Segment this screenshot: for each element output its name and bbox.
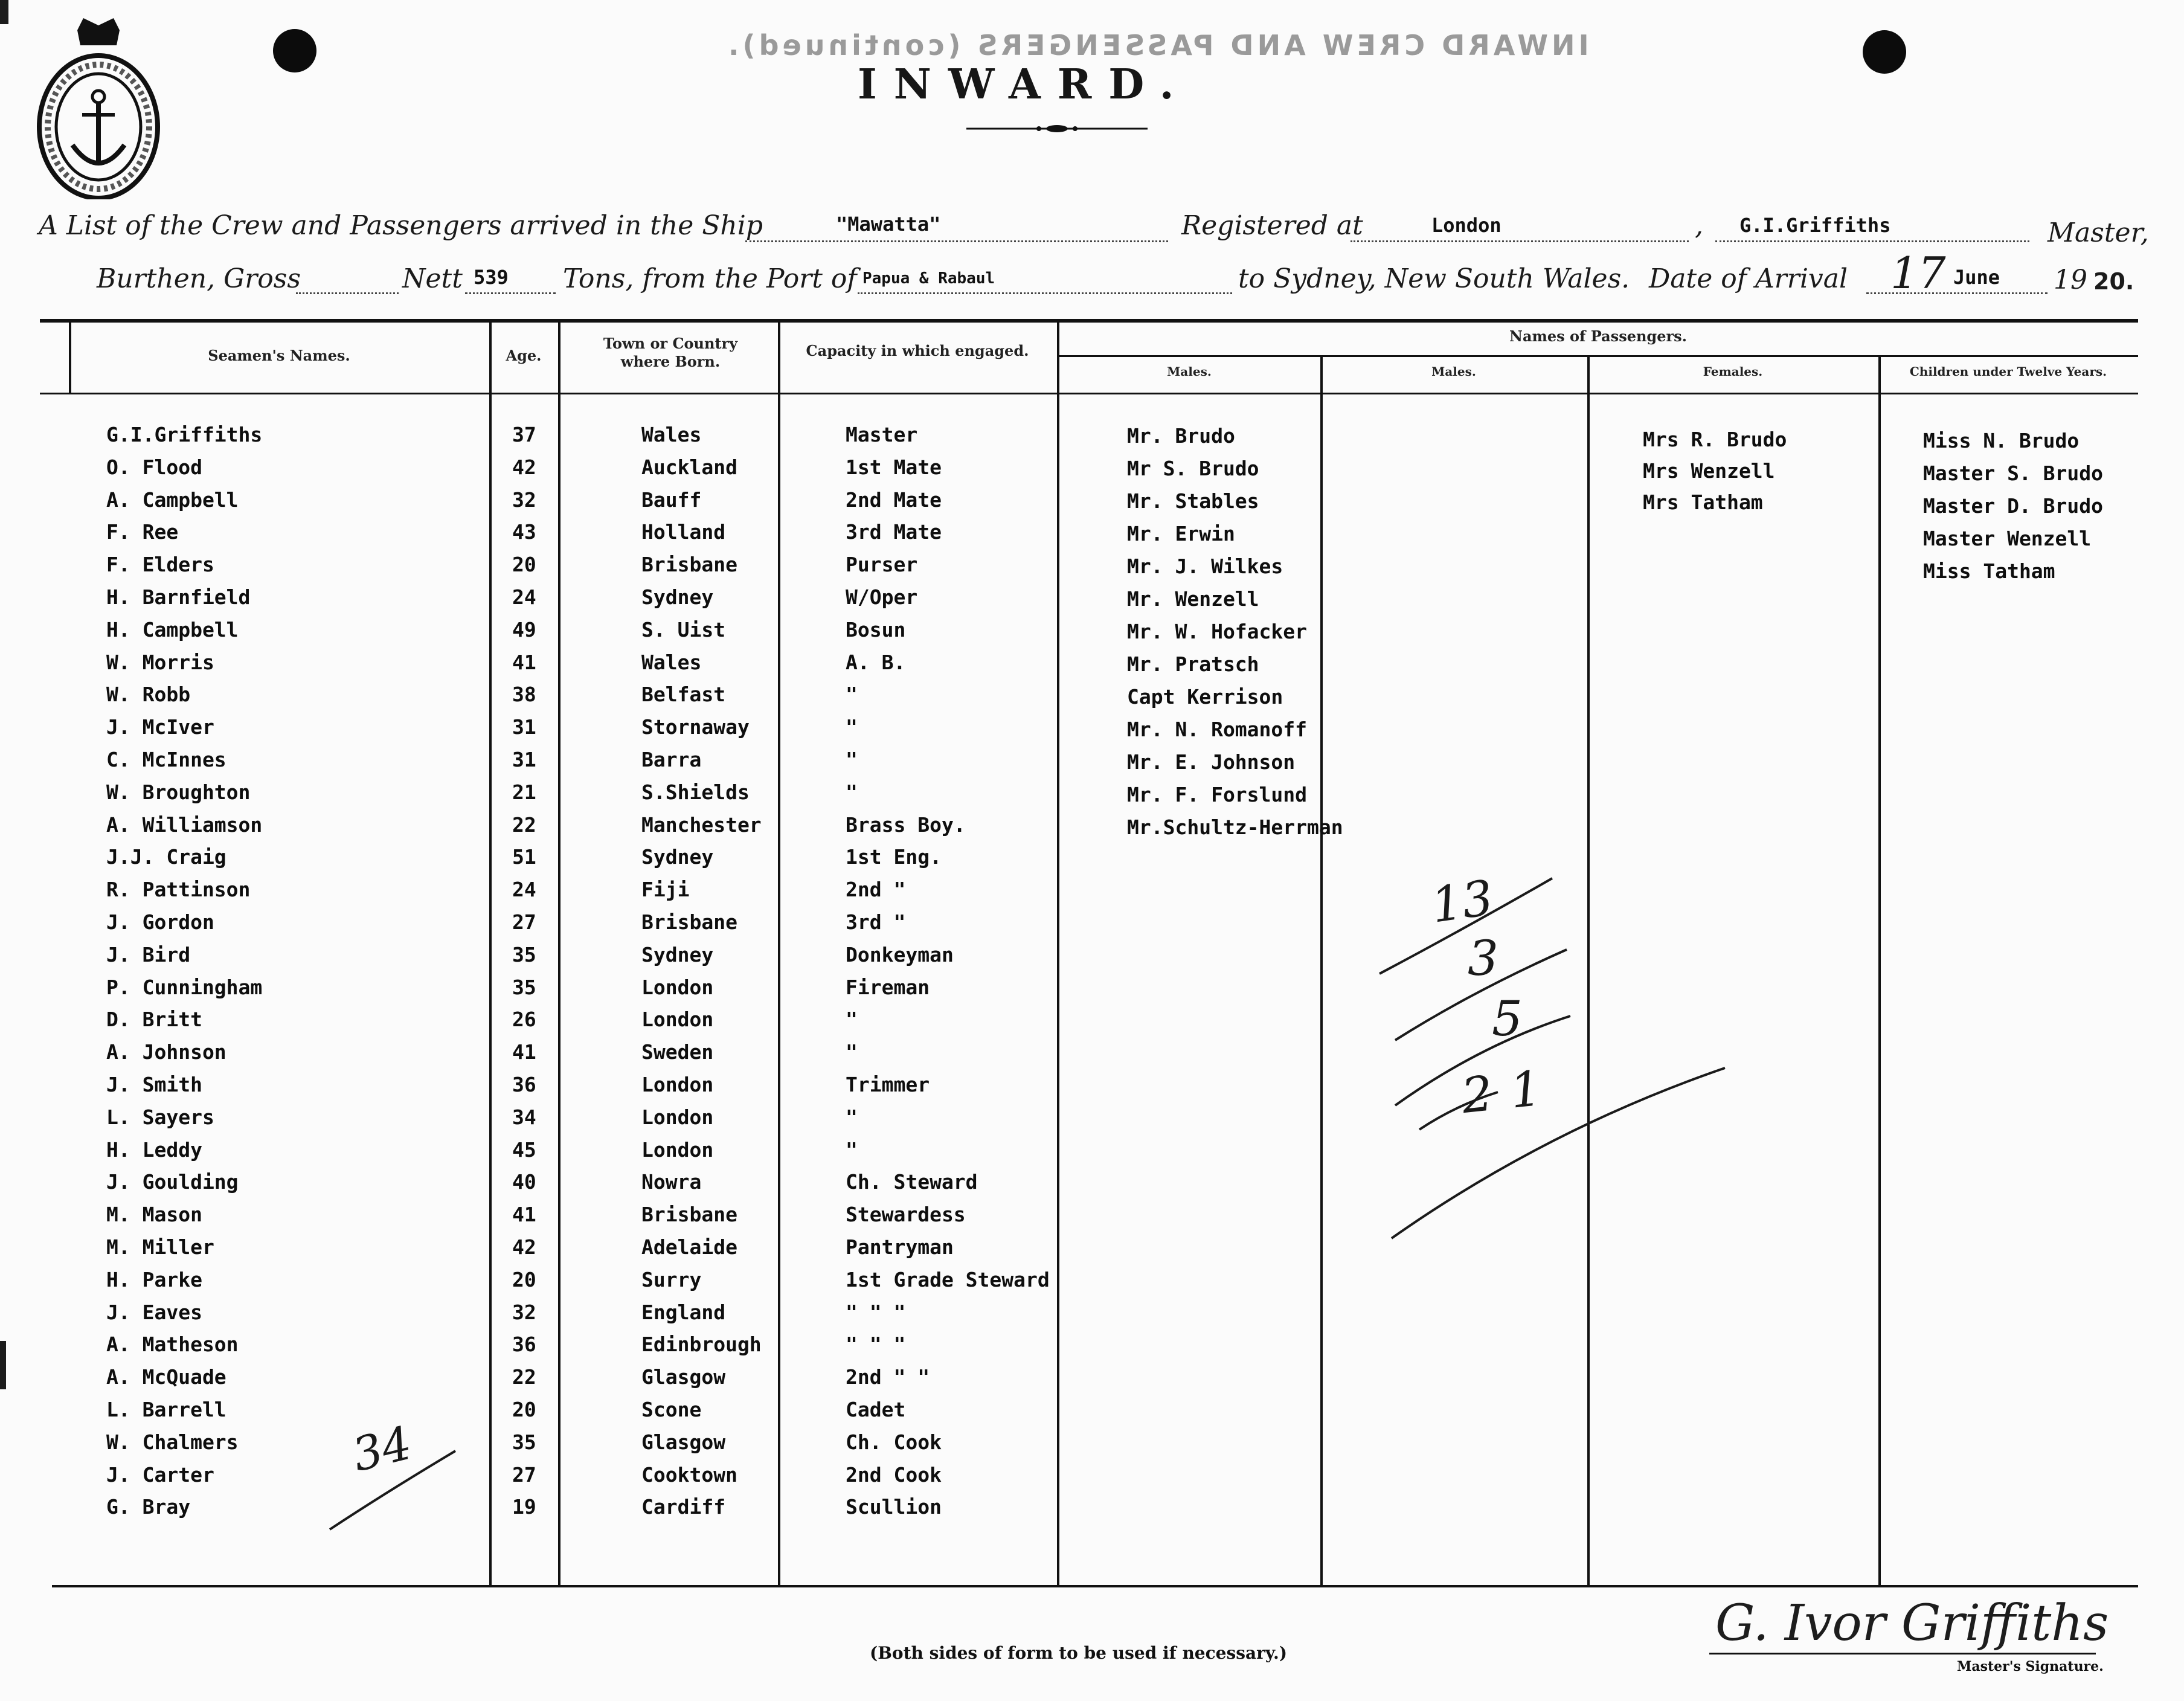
crew-age: 41 [512,1203,536,1226]
burthen-gross-label: Burthen, Gross [97,263,301,294]
crew-birthplace: Auckland [641,455,737,479]
crew-capacity: Bosun [846,618,906,641]
crew-count: 34 [347,1415,417,1482]
page-title: INWARD. [858,60,1191,109]
col-header-children: Children under Twelve Years. [1909,364,2107,379]
crew-age: 22 [512,813,536,837]
crew-name: G. Bray [106,1495,191,1519]
passenger-child: Master D. Brudo [1923,494,2104,518]
crew-capacity: Pantryman [846,1235,954,1259]
crew-name: O. Flood [106,455,202,479]
col-divider [1057,321,1059,1586]
crew-name: J.J. Craig [106,845,226,869]
crew-birthplace: Sydney [641,585,714,609]
punch-hole-right [1863,30,1906,74]
crew-capacity: Ch. Cook [846,1430,942,1454]
crew-name: L. Barrell [106,1398,226,1421]
crew-name: A. Williamson [106,813,263,837]
crew-name: W. Broughton [106,780,251,804]
passenger-female: Mrs Wenzell [1643,459,1775,483]
passenger-male: Mr. Pratsch [1127,652,1259,676]
crew-birthplace: London [641,976,714,999]
col-divider [1878,356,1881,1586]
table-bottom-rule [52,1585,2138,1587]
passenger-child: Master S. Brudo [1923,461,2104,485]
crew-birthplace: Surry [641,1268,702,1291]
crew-name: J. Carter [106,1463,214,1487]
crew-birthplace: S.Shields [641,780,750,804]
crew-birthplace: Sydney [641,943,714,966]
crew-name: H. Campbell [106,618,239,641]
tally-total: 21 [1459,1058,1563,1125]
col-header-seamen-names: Seamen's Names. [208,347,350,364]
passenger-male: Mr. Brudo [1127,424,1235,448]
crew-name: L. Sayers [106,1105,214,1129]
crew-capacity: 3rd " [846,910,906,934]
crew-name: R. Pattinson [106,878,251,901]
tons-from-port-label: Tons, from the Port of [563,263,857,294]
crew-capacity: Ch. Steward [846,1170,978,1194]
port-field-line [858,292,1232,294]
col-header-age: Age. [506,347,542,364]
crew-age: 42 [512,455,536,479]
date-of-arrival-label: Date of Arrival [1649,263,1848,294]
passenger-male: Mr. Wenzell [1127,587,1259,611]
crew-count-stroke [326,1438,459,1534]
shipping-masters-seal [35,18,162,199]
col-header-males-2: Males. [1431,364,1476,379]
crew-age: 19 [512,1495,536,1519]
crew-name: J. Eaves [106,1301,202,1324]
passenger-child: Master Wenzell [1923,527,2092,550]
crew-age: 20 [512,553,536,576]
registered-at-label: Registered at [1181,210,1363,241]
passenger-male: Mr. W. Hofacker [1127,620,1308,643]
crew-capacity: Cadet [846,1398,906,1421]
tally-males: 13 [1428,869,1497,934]
crew-name: M. Mason [106,1203,202,1226]
crew-name: J. Smith [106,1073,202,1096]
crew-age: 36 [512,1333,536,1356]
crew-birthplace: Glasgow [641,1430,726,1454]
crew-age: 22 [512,1365,536,1389]
master-label: Master, [2048,217,2149,248]
bleed-through-text: INWARD CREW AND PASSENGERS (continued). [725,29,1589,62]
ship-field-line [745,240,1168,242]
crew-birthplace: Glasgow [641,1365,726,1389]
crew-birthplace: Scone [641,1398,702,1421]
crew-name: C. McInnes [106,748,226,771]
crew-name: F. Elders [106,553,214,576]
crew-capacity: " [846,715,858,739]
crew-capacity: Donkeyman [846,943,954,966]
crew-birthplace: Sydney [641,845,714,869]
crew-birthplace: London [641,1073,714,1096]
tally-strokes [1377,864,1727,1250]
master-name-value: G.I.Griffiths [1739,214,1891,237]
crew-capacity: 3rd Mate [846,520,942,544]
list-prefix-label: A List of the Crew and Passengers arrived in the Ship [39,210,763,241]
passenger-male: Mr.Schultz-Herrman [1127,815,1343,839]
crew-capacity: W/Oper [846,585,918,609]
crew-age: 32 [512,1301,536,1324]
crew-capacity: Trimmer [846,1073,930,1096]
crew-age: 45 [512,1138,536,1162]
crew-age: 40 [512,1170,536,1194]
crew-birthplace: Adelaide [641,1235,737,1259]
crew-age: 35 [512,943,536,966]
crew-name: J. Bird [106,943,191,966]
passenger-male: Mr. Erwin [1127,522,1235,545]
crew-birthplace: Barra [641,748,702,771]
crew-birthplace: Brisbane [641,553,737,576]
crew-capacity: Master [846,423,918,446]
year-prefix: 19 [2054,265,2087,295]
crew-age: 34 [512,1105,536,1129]
crew-birthplace: London [641,1105,714,1129]
passenger-male: Mr. N. Romanoff [1127,718,1308,741]
comma-separator: , [1695,210,1703,241]
col-header-males-1: Males. [1167,364,1212,379]
crew-age: 21 [512,780,536,804]
title-ornament [966,124,1148,133]
crew-age: 42 [512,1235,536,1259]
year-suffix: 20. [2093,268,2134,295]
crew-capacity: Fireman [846,976,930,999]
crew-name: J. McIver [106,715,214,739]
crew-age: 36 [512,1073,536,1096]
crew-birthplace: England [641,1301,726,1324]
crew-name: H. Parke [106,1268,202,1291]
passenger-female: Mrs R. Brudo [1643,428,1787,451]
col-divider [778,321,780,1586]
port-value: Papua & Rabaul [862,269,995,288]
passenger-male: Mr. J. Wilkes [1127,555,1283,578]
crew-capacity: 1st Grade Steward [846,1268,1050,1291]
passenger-subhead-rule [1058,355,2138,357]
table-header-rule [40,393,2138,394]
crew-name: H. Barnfield [106,585,251,609]
footer-note: (Both sides of form to be used if necessary.) [870,1643,1287,1663]
crew-name: W. Morris [106,651,214,674]
col-divider [489,321,492,1586]
crew-name: A. Johnson [106,1040,226,1064]
crew-age: 41 [512,1040,536,1064]
col-header-passengers: Names of Passengers. [1509,327,1687,345]
crew-capacity: " [846,1105,858,1129]
edge-mark [0,1341,6,1389]
crew-age: 43 [512,520,536,544]
passenger-child: Miss Tatham [1923,559,2055,583]
col-divider [558,321,560,1586]
arrival-day-value: 17 [1890,248,1946,298]
crew-age: 20 [512,1398,536,1421]
passenger-female: Mrs Tatham [1643,490,1763,514]
crew-birthplace: Holland [641,520,726,544]
passenger-male: Capt Kerrison [1127,685,1283,709]
crew-capacity: " [846,683,858,706]
crew-birthplace: Stornaway [641,715,750,739]
gross-field-line [296,292,399,294]
crew-birthplace: Manchester [641,813,762,837]
crew-age: 26 [512,1008,536,1031]
crew-birthplace: Wales [641,651,702,674]
crew-birthplace: London [641,1138,714,1162]
ship-name-value: "Mawatta" [836,213,941,236]
col-header-town-born: Town or Country where Born. [603,335,738,370]
crew-name: H. Leddy [106,1138,202,1162]
crew-capacity: 2nd Mate [846,488,942,512]
crew-name: J. Gordon [106,910,214,934]
crew-capacity: Purser [846,553,918,576]
passenger-male: Mr S. Brudo [1127,457,1259,480]
crew-age: 24 [512,585,536,609]
master-signature: G. Ivor Griffiths [1715,1595,2109,1652]
col-header-capacity: Capacity in which engaged. [806,342,1029,359]
passenger-male: Mr. F. Forslund [1127,783,1308,806]
crew-name: A. Campbell [106,488,239,512]
crew-age: 27 [512,1463,536,1487]
crew-name: A. McQuade [106,1365,226,1389]
crew-capacity: Scullion [846,1495,942,1519]
crew-birthplace: Edinbrough [641,1333,762,1356]
crew-capacity: " [846,780,858,804]
col-header-females: Females. [1703,364,1763,379]
crew-age: 35 [512,976,536,999]
crew-birthplace: Fiji [641,878,690,901]
crew-age: 27 [512,910,536,934]
crew-birthplace: Brisbane [641,910,737,934]
crew-name: W. Robb [106,683,191,706]
crew-birthplace: Brisbane [641,1203,737,1226]
master-field-line [1715,240,2029,242]
crew-name: M. Miller [106,1235,214,1259]
crew-capacity: 2nd " [846,878,906,901]
crew-capacity: " " " [846,1301,906,1324]
crew-age: 24 [512,878,536,901]
crew-birthplace: Sweden [641,1040,714,1064]
registered-field-line [1351,240,1689,242]
crew-birthplace: Bauff [641,488,702,512]
crew-age: 51 [512,845,536,869]
crew-capacity: " [846,748,858,771]
passenger-child: Miss N. Brudo [1923,429,2080,452]
crew-capacity: " [846,1138,858,1162]
crew-capacity: 2nd " " [846,1365,930,1389]
signature-line [1709,1653,2096,1654]
punch-hole-left [273,29,316,72]
table-top-rule [40,319,2138,323]
crew-age: 37 [512,423,536,446]
edge-mark [0,0,8,24]
crew-name: W. Chalmers [106,1430,239,1454]
nett-label: Nett [402,263,463,294]
crew-age: 32 [512,488,536,512]
crew-birthplace: Wales [641,423,702,446]
signature-label: Master's Signature. [1957,1659,2104,1674]
crew-capacity: 2nd Cook [846,1463,942,1487]
crew-age: 41 [512,651,536,674]
crew-name: P. Cunningham [106,976,263,999]
passenger-male: Mr. E. Johnson [1127,750,1296,774]
crew-birthplace: Nowra [641,1170,702,1194]
crew-capacity: " " " [846,1333,906,1356]
crew-name: D. Britt [106,1008,202,1031]
passenger-male: Mr. Stables [1127,489,1259,513]
to-sydney-label: to Sydney, New South Wales. [1238,263,1630,294]
crew-capacity: 1st Eng. [846,845,942,869]
crew-age: 31 [512,748,536,771]
crew-birthplace: S. Uist [641,618,726,641]
crew-capacity: Stewardess [846,1203,966,1226]
registered-at-value: London [1431,214,1502,237]
crew-age: 38 [512,683,536,706]
crew-birthplace: Cardiff [641,1495,726,1519]
crew-name: A. Matheson [106,1333,239,1356]
crew-capacity: " [846,1008,858,1031]
nett-field-line [465,292,556,294]
tally-children: 5 [1492,991,1523,1047]
crew-birthplace: London [641,1008,714,1031]
tally-females: 3 [1468,930,1498,986]
crew-birthplace: Belfast [641,683,726,706]
crew-capacity: A. B. [846,651,906,674]
crew-age: 31 [512,715,536,739]
crew-name: J. Goulding [106,1170,239,1194]
nett-tons-value: 539 [474,266,509,289]
col-divider [1320,356,1323,1586]
crew-age: 20 [512,1268,536,1291]
crew-capacity: Brass Boy. [846,813,966,837]
crew-name: F. Ree [106,520,179,544]
crew-capacity: 1st Mate [846,455,942,479]
crew-age: 49 [512,618,536,641]
crew-age: 35 [512,1430,536,1454]
crew-name: G.I.Griffiths [106,423,263,446]
arrival-month-value: June [1953,266,2000,289]
crew-birthplace: Cooktown [641,1463,737,1487]
crew-capacity: " [846,1040,858,1064]
